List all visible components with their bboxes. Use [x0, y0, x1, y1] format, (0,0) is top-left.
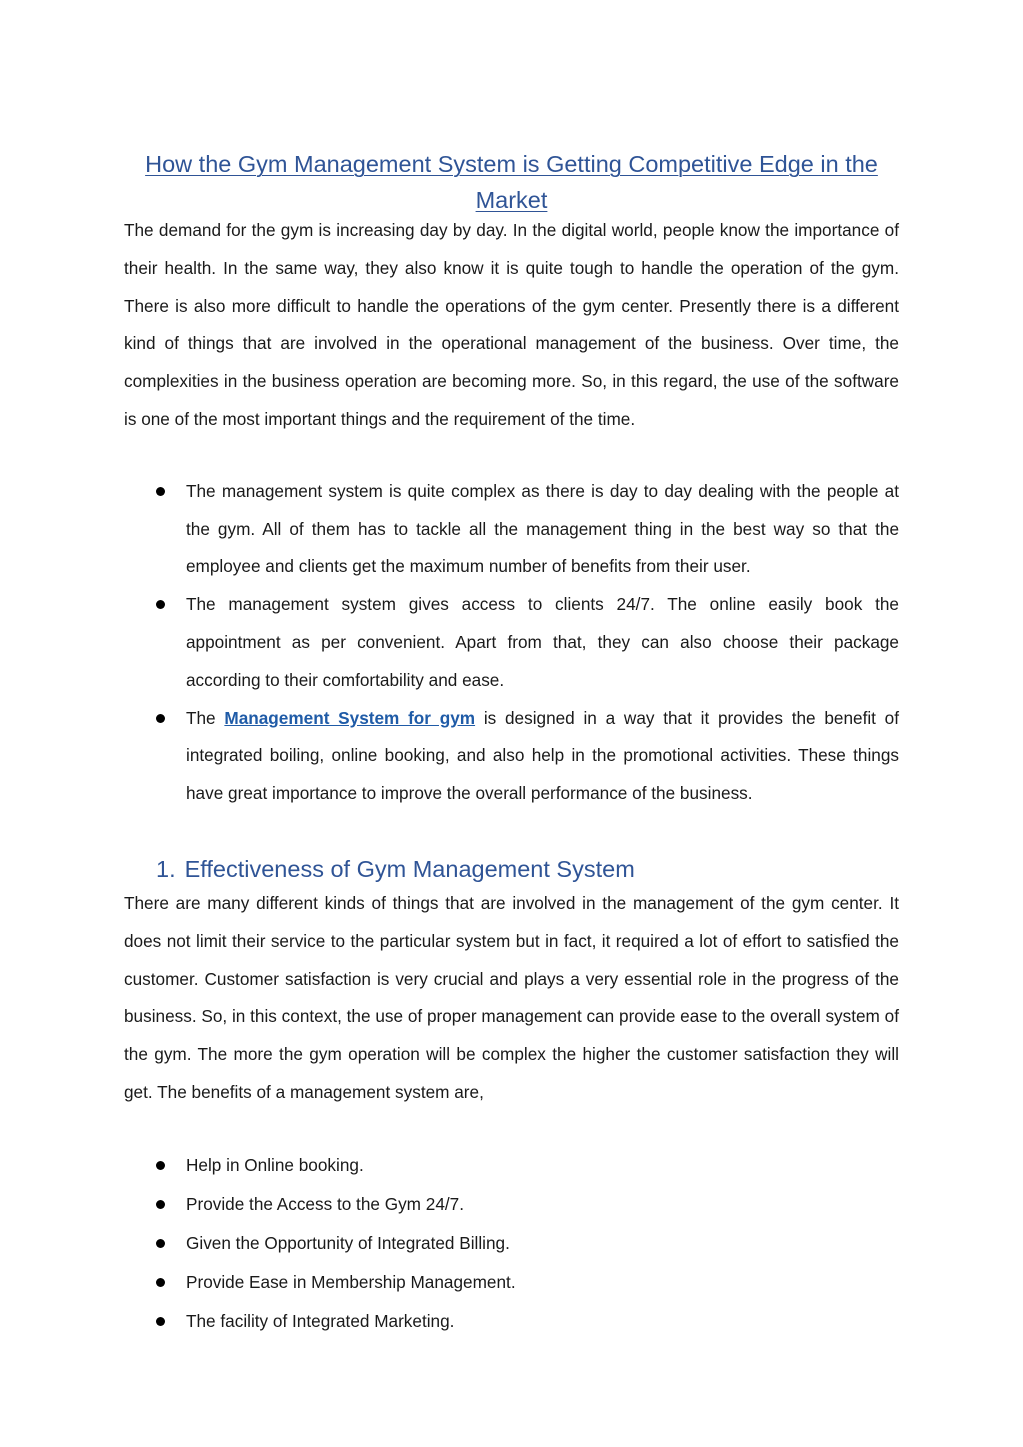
bullet-icon [156, 714, 165, 723]
bullet-icon [156, 1317, 165, 1326]
list-item-text: The management system gives access to clients 24/7. The online easily book the appointment as per convenient. Apart from that, they can also choose their package according to their comfortability and ease. [186, 594, 899, 690]
list-item [124, 1185, 899, 1224]
features-list [124, 473, 899, 813]
list-item [124, 700, 899, 813]
document-page [124, 146, 899, 1341]
list-item-text: Provide the Access to the Gym 24/7. [186, 1193, 465, 1214]
document-title: How the Gym Management System is Getting Competitive Edge in the Market [145, 151, 878, 213]
bullet-icon [156, 1200, 165, 1209]
bullet-icon [156, 600, 165, 609]
benefits-list [124, 1146, 899, 1341]
section-paragraph: There are many different kinds of things that are involved in the management of the gym center. It does not limit their service to the particular system but in fact, it required a lot of effort to satisfied the customer. Customer satisfaction is very crucial and plays a very essential role in the progress of the business. So, in this context, the use of proper management can provide ease to the overall system of the gym. The more the gym operation will be complex the higher the customer satisfaction they will get. The benefits of a management system are, [124, 892, 899, 1102]
bullet-icon [156, 1278, 165, 1287]
list-item [124, 1302, 899, 1341]
list-item-text-before: The [186, 707, 225, 728]
bullet-icon [156, 1239, 165, 1248]
bullet-icon [156, 1161, 165, 1170]
list-item-text: The facility of Integrated Marketing. [186, 1310, 455, 1331]
intro-paragraph: The demand for the gym is increasing day by day. In the digital world, people know the importance of their health. In the same way, they also know it is quite tough to handle the operation of the gym. There is also more difficult to handle the operations of the gym center. Presently there is a different kind of things that are involved in the operational management of the business. Over time, the complexities in the business operation are becoming more. So, in this regard, the use of the software is one of the most important things and the requirement of the time. [124, 220, 899, 429]
list-item [124, 1263, 899, 1302]
bullet-icon [156, 487, 165, 496]
list-item-text: Provide Ease in Membership Management. [186, 1271, 516, 1292]
list-item-text-after: is designed in a way that it provides the benefit of integrated boiling, online booking, and also help in the promotional activities. These things have great importance to improve the overall performance of the business. [186, 707, 900, 804]
section-heading [124, 853, 899, 885]
list-item-text: The management system is quite complex as there is day to day dealing with the people at the gym. All of them has to tackle all the management thing in the best way so that the employee and clients get the maximum number of benefits from their user. [186, 480, 899, 577]
list-item [124, 1224, 899, 1263]
list-item-text: Given the Opportunity of Integrated Billing. [186, 1232, 510, 1253]
list-item-text: Help in Online booking. [186, 1154, 364, 1175]
list-item [124, 586, 899, 699]
list-item [124, 473, 899, 586]
section-number: 1. [156, 855, 176, 882]
section-heading-text: Effectiveness of Gym Management System [184, 855, 635, 882]
list-item [124, 1146, 899, 1185]
management-system-link[interactable]: Management System for gym [224, 707, 476, 728]
